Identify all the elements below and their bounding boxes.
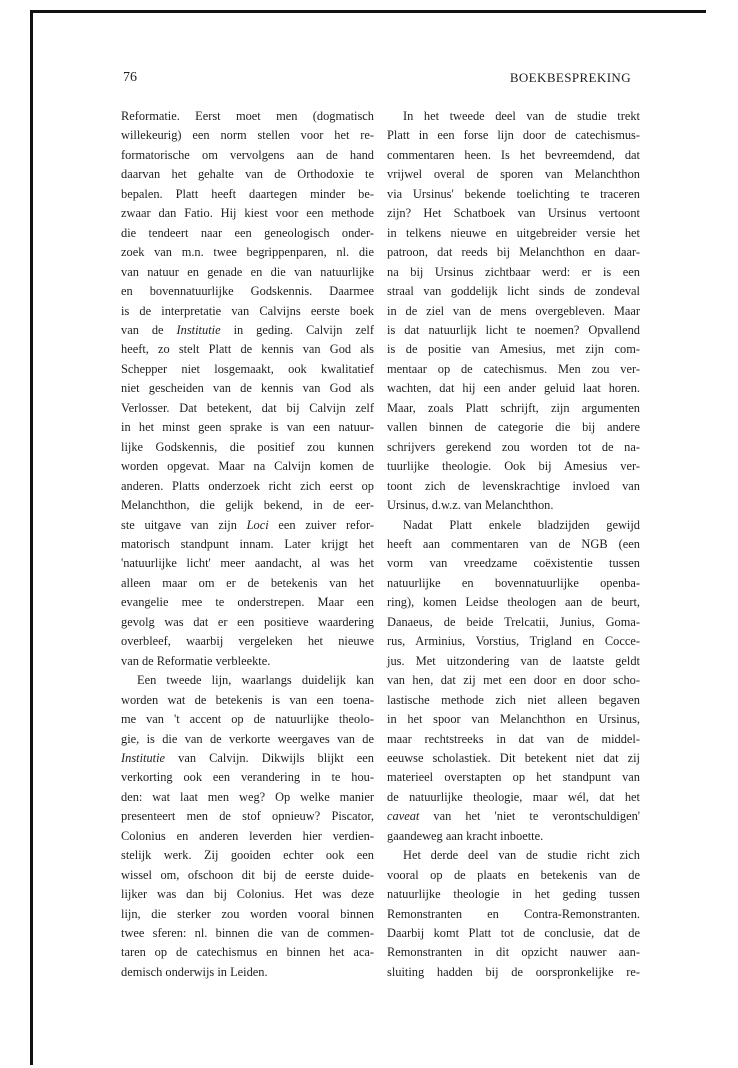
- line-text: Nadat Platt enkele bladzijden gewijd: [403, 517, 640, 532]
- text-line: [387, 126, 640, 145]
- text-line: [387, 807, 640, 826]
- line-text: bepalen. Platt heeft daartegen minder be-: [121, 186, 374, 201]
- text-line: [387, 340, 640, 359]
- line-text: Verlosser. Dat betekent, dat bij Calvijn zelf: [121, 400, 374, 415]
- line-text: is de interpretatie van Calvijns eerste boek: [121, 303, 374, 318]
- text-line: [121, 807, 374, 826]
- text-line: [121, 185, 374, 204]
- text-line: [121, 107, 374, 126]
- text-line: [387, 243, 640, 262]
- text-line: [387, 438, 640, 457]
- line-text: van de: [121, 322, 177, 337]
- line-text: lijker was dan bij Colonius. Het was deze: [121, 887, 374, 902]
- text-line: [121, 866, 374, 885]
- line-text: commentaren heen. Is het bevreemdend, dat: [387, 147, 640, 162]
- line-text: toont zich de levenskrachtige invloed van: [387, 478, 640, 493]
- line-text: vooral op de plaats en betekenis van de: [387, 867, 640, 882]
- text-line: [121, 749, 374, 768]
- line-text: overbleef, waarbij vergeleken het nieuwe: [121, 634, 374, 649]
- line-text: 'natuurlijke licht' meer aandacht, al was het: [121, 556, 374, 571]
- line-text: demisch onderwijs in Leiden.: [121, 964, 268, 979]
- text-line: [121, 535, 374, 554]
- page-number: 76: [123, 70, 137, 85]
- line-text: heeft aan commentaren van de NGB (een: [387, 536, 640, 551]
- line-text: Daarbij komt Platt tot de conclusie, dat de: [387, 926, 640, 941]
- text-line: [121, 613, 374, 632]
- line-text: die tendeert naar een geneologisch onder-: [121, 225, 374, 240]
- text-line: [387, 263, 640, 282]
- text-line: [387, 788, 640, 807]
- line-text: me van 't accent op de natuurlijke theolo-: [121, 712, 374, 727]
- line-text: in het spoor van Melanchthon en Ursinus,: [387, 712, 640, 727]
- text-line: [387, 107, 640, 126]
- line-text: Danaeus, de beide Trelcatii, Junius, Goma-: [387, 614, 640, 629]
- line-text: twee sferen: nl. binnen die van de commen-: [121, 926, 374, 941]
- line-text: na bij Ursinus zichtbaar werd: er is een: [387, 264, 640, 279]
- right-text-column: [387, 107, 640, 982]
- text-line: [387, 593, 640, 612]
- line-text: worden opgevat. Maar na Calvijn komen de: [121, 459, 374, 474]
- line-text: wachten, dat hij een ander geluid laat horen.: [387, 381, 640, 396]
- text-line: [121, 263, 374, 282]
- text-line: [121, 652, 374, 671]
- text-line: [387, 379, 640, 398]
- text-line: [121, 905, 374, 924]
- text-line: [121, 282, 374, 301]
- text-line: [387, 574, 640, 593]
- line-text: Ursinus, d.w.z. van Melanchthon.: [387, 498, 554, 513]
- text-line: [121, 516, 374, 535]
- text-line: [121, 846, 374, 865]
- line-text: mentaar op de catechismus. Men zou ver-: [387, 361, 640, 376]
- line-text: patroon, dat reeds bij Melanchthon en daar-: [387, 245, 640, 260]
- line-text: materieel overstapten op het standpunt van: [387, 770, 640, 785]
- text-line: [121, 379, 374, 398]
- text-line: [387, 943, 640, 962]
- line-text: In het tweede deel van de studie trekt: [403, 109, 640, 123]
- text-line: [387, 302, 640, 321]
- text-line: [387, 866, 640, 885]
- line-text: lijke Godskennis, die positief zou kunnen: [121, 439, 374, 454]
- text-line: [121, 671, 374, 690]
- text-line: [121, 243, 374, 262]
- line-text: wissel om, ofschoon dit bij de eerste duide-: [121, 867, 374, 882]
- line-text: via Ursinus' bekende toelichting te traceren: [387, 186, 640, 201]
- text-line: [121, 126, 374, 145]
- line-text: lijn, die sterker zou worden vooral binnen: [121, 906, 374, 921]
- scan-edge-left: [30, 10, 33, 1065]
- text-line: [387, 905, 640, 924]
- line-text: natuurlijke theologie in het geding tussen: [387, 887, 640, 902]
- line-text: willekeurig) een norm stellen voor het re-: [121, 128, 374, 143]
- line-text: is de positie van Amesius, met zijn com-: [387, 342, 640, 357]
- text-line: [121, 730, 374, 749]
- text-line: [387, 846, 640, 865]
- text-line: [387, 535, 640, 554]
- italic-title: Institutie: [176, 322, 221, 337]
- text-line: [387, 632, 640, 651]
- line-text: zijn? Het Schatboek van Ursinus vertoont: [387, 206, 640, 221]
- line-text: van het 'niet te verontschuldigen': [419, 809, 640, 824]
- text-line: [121, 768, 374, 787]
- text-line: [387, 146, 640, 165]
- line-text: den: wat laat men weg? Op welke manier: [121, 789, 374, 804]
- line-text: taren op de catechismus en binnen het aca-: [121, 945, 374, 960]
- line-text: ste uitgave van zijn: [121, 517, 247, 532]
- running-head: BOEKBESPREKING: [509, 70, 631, 85]
- text-line: [387, 827, 640, 846]
- line-text: natuurlijke en bovennatuurlijke openba-: [387, 575, 640, 590]
- text-line: [387, 282, 640, 301]
- text-line: [121, 632, 374, 651]
- line-text: straal van goddelijk licht sinds de zondeval: [387, 284, 640, 299]
- line-text: evangelie mee te onderstrepen. Maar een: [121, 595, 374, 610]
- text-line: [121, 224, 374, 243]
- line-text: van Calvijn. Dikwijls blijkt een: [165, 750, 374, 765]
- italic-title: Institutie: [121, 750, 166, 765]
- line-text: niet gescheiden van de kennis van God als: [121, 381, 374, 396]
- line-text: ring), komen Leidse theologen aan de beurt,: [387, 595, 640, 610]
- line-text: de natuurlijke theologie, maar wél, dat het: [387, 789, 640, 804]
- line-text: vallen binnen de categorie die bij andere: [387, 420, 640, 435]
- text-line: [387, 204, 640, 223]
- line-text: sluiting hadden bij de oorspronkelijke re-: [387, 964, 640, 979]
- text-line: [121, 827, 374, 846]
- line-text: Een tweede lijn, waarlangs duidelijk kan: [137, 673, 374, 688]
- line-text: is dat natuurlijk licht te noemen? Opvallend: [387, 322, 640, 337]
- line-text: maar rechtstreeks in dat van de middel-: [387, 731, 640, 746]
- line-text: alleen maar om er de betekenis van het: [121, 575, 374, 590]
- text-line: [121, 204, 374, 223]
- text-line: [387, 691, 640, 710]
- line-text: eeuwse scholastiek. Dit betekent niet dat zij: [387, 750, 640, 765]
- text-line: [121, 710, 374, 729]
- line-text: stelijk werk. Zij gooiden echter ook een: [121, 848, 374, 863]
- text-line: [121, 574, 374, 593]
- text-line: [121, 496, 374, 515]
- line-text: in telkens nieuwe en uitgebreider versie het: [387, 225, 640, 240]
- text-line: [387, 710, 640, 729]
- line-text: jus. Met uitzondering van de laatste geldt: [387, 653, 640, 668]
- text-line: [121, 788, 374, 807]
- text-line: [121, 924, 374, 943]
- line-text: in geding. Calvijn zelf: [220, 322, 374, 337]
- line-text: gaandeweg aan kracht inboette.: [387, 828, 544, 843]
- line-text: een zuiver refor-: [268, 517, 374, 532]
- line-text: presenteert men de stof opnieuw? Piscator,: [121, 809, 374, 824]
- text-line: [121, 146, 374, 165]
- line-text: formatorische om vervolgens aan de hand: [121, 147, 374, 162]
- italic-title: Loci: [246, 517, 269, 532]
- text-line: [387, 730, 640, 749]
- text-line: [121, 554, 374, 573]
- line-text: gie, is die van de verkorte weergaves van de: [121, 731, 374, 746]
- text-line: [121, 340, 374, 359]
- line-text: daarvan het gehalte van de Orthodoxie te: [121, 167, 374, 182]
- text-line: [387, 321, 640, 340]
- text-line: [121, 691, 374, 710]
- line-text: Remonstranten in dit opzicht nauwer aan-: [387, 945, 640, 960]
- text-line: [121, 943, 374, 962]
- line-text: in het minst geen sprake is van een natuur-: [121, 420, 374, 435]
- line-text: vorm van vreedzame coëxistentie tussen: [387, 556, 640, 571]
- text-line: [387, 924, 640, 943]
- line-text: van natuur en genade en die van natuurlijke: [121, 264, 374, 279]
- text-line: [121, 321, 374, 340]
- text-line: [387, 516, 640, 535]
- text-line: [387, 496, 640, 515]
- text-line: [387, 224, 640, 243]
- text-line: [387, 418, 640, 437]
- line-text: Maar, zoals Platt schrijft, zijn argumenten: [387, 400, 640, 415]
- text-line: [387, 554, 640, 573]
- line-text: vrijwel overal de sporen van Melanchthon: [387, 167, 640, 182]
- text-line: [121, 457, 374, 476]
- line-text: in de ziel van de mens overgebleven. Maar: [387, 303, 640, 318]
- text-line: [121, 438, 374, 457]
- text-line: [387, 768, 640, 787]
- line-text: Schepper niet losgemaakt, ook kwalitatief: [121, 361, 374, 376]
- text-line: [387, 477, 640, 496]
- line-text: gevolg was dat er een positieve waardering: [121, 614, 374, 629]
- line-text: Reformatie. Eerst moet men (dogmatisch: [121, 109, 374, 123]
- text-line: [387, 457, 640, 476]
- line-text: lastische methode zich niet alleen begaven: [387, 692, 640, 707]
- scan-edge-top: [30, 10, 706, 13]
- text-line: [387, 399, 640, 418]
- line-text: worden wat de betekenis is van een toena-: [121, 692, 374, 707]
- line-text: schrijvers gerekend zou worden tot de na-: [387, 439, 640, 454]
- line-text: tuurlijke theologie. Ook bij Amesius ver-: [387, 459, 640, 474]
- left-text-column: [121, 107, 374, 982]
- line-text: heeft, zo stelt Platt de kennis van God als: [121, 342, 374, 357]
- text-line: [121, 399, 374, 418]
- line-text: verkorting ook een verandering in te hou-: [121, 770, 374, 785]
- text-line: [121, 418, 374, 437]
- line-text: van hen, dat zij met een door en door scho-: [387, 673, 640, 688]
- line-text: rus, Arminius, Vorstius, Trigland en Cocce-: [387, 634, 640, 649]
- italic-title: caveat: [387, 809, 420, 824]
- text-line: [387, 185, 640, 204]
- line-text: Remonstranten en Contra-Remonstranten.: [387, 906, 640, 921]
- line-text: anderen. Platts onderzoek richt zich eerst op: [121, 478, 374, 493]
- text-line: [387, 749, 640, 768]
- text-line: [121, 360, 374, 379]
- line-text: Colonius en anderen leverden hier verdien-: [121, 828, 374, 843]
- text-line: [387, 165, 640, 184]
- text-line: [387, 652, 640, 671]
- line-text: zoek van m.n. twee begrippenparen, nl. die: [121, 245, 374, 260]
- text-line: [121, 885, 374, 904]
- text-line: [121, 165, 374, 184]
- text-line: [121, 963, 374, 982]
- line-text: en bovennatuurlijke Godskennis. Daarmee: [121, 284, 374, 299]
- line-text: Het derde deel van de studie richt zich: [403, 848, 640, 863]
- text-line: [387, 963, 640, 982]
- line-text: zwaar dan Fatio. Hij kiest voor een methode: [121, 206, 374, 221]
- line-text: Melanchthon, die gelijk bekend, in de eer-: [121, 498, 374, 513]
- text-line: [387, 671, 640, 690]
- text-line: [387, 885, 640, 904]
- text-line: [121, 593, 374, 612]
- text-line: [121, 477, 374, 496]
- line-text: matorisch standpunt innam. Later krijgt het: [121, 536, 374, 551]
- text-line: [387, 360, 640, 379]
- text-line: [121, 302, 374, 321]
- line-text: van de Reformatie verbleekte.: [121, 653, 271, 668]
- text-line: [387, 613, 640, 632]
- line-text: Platt in een forse lijn door de catechismus-: [387, 128, 640, 143]
